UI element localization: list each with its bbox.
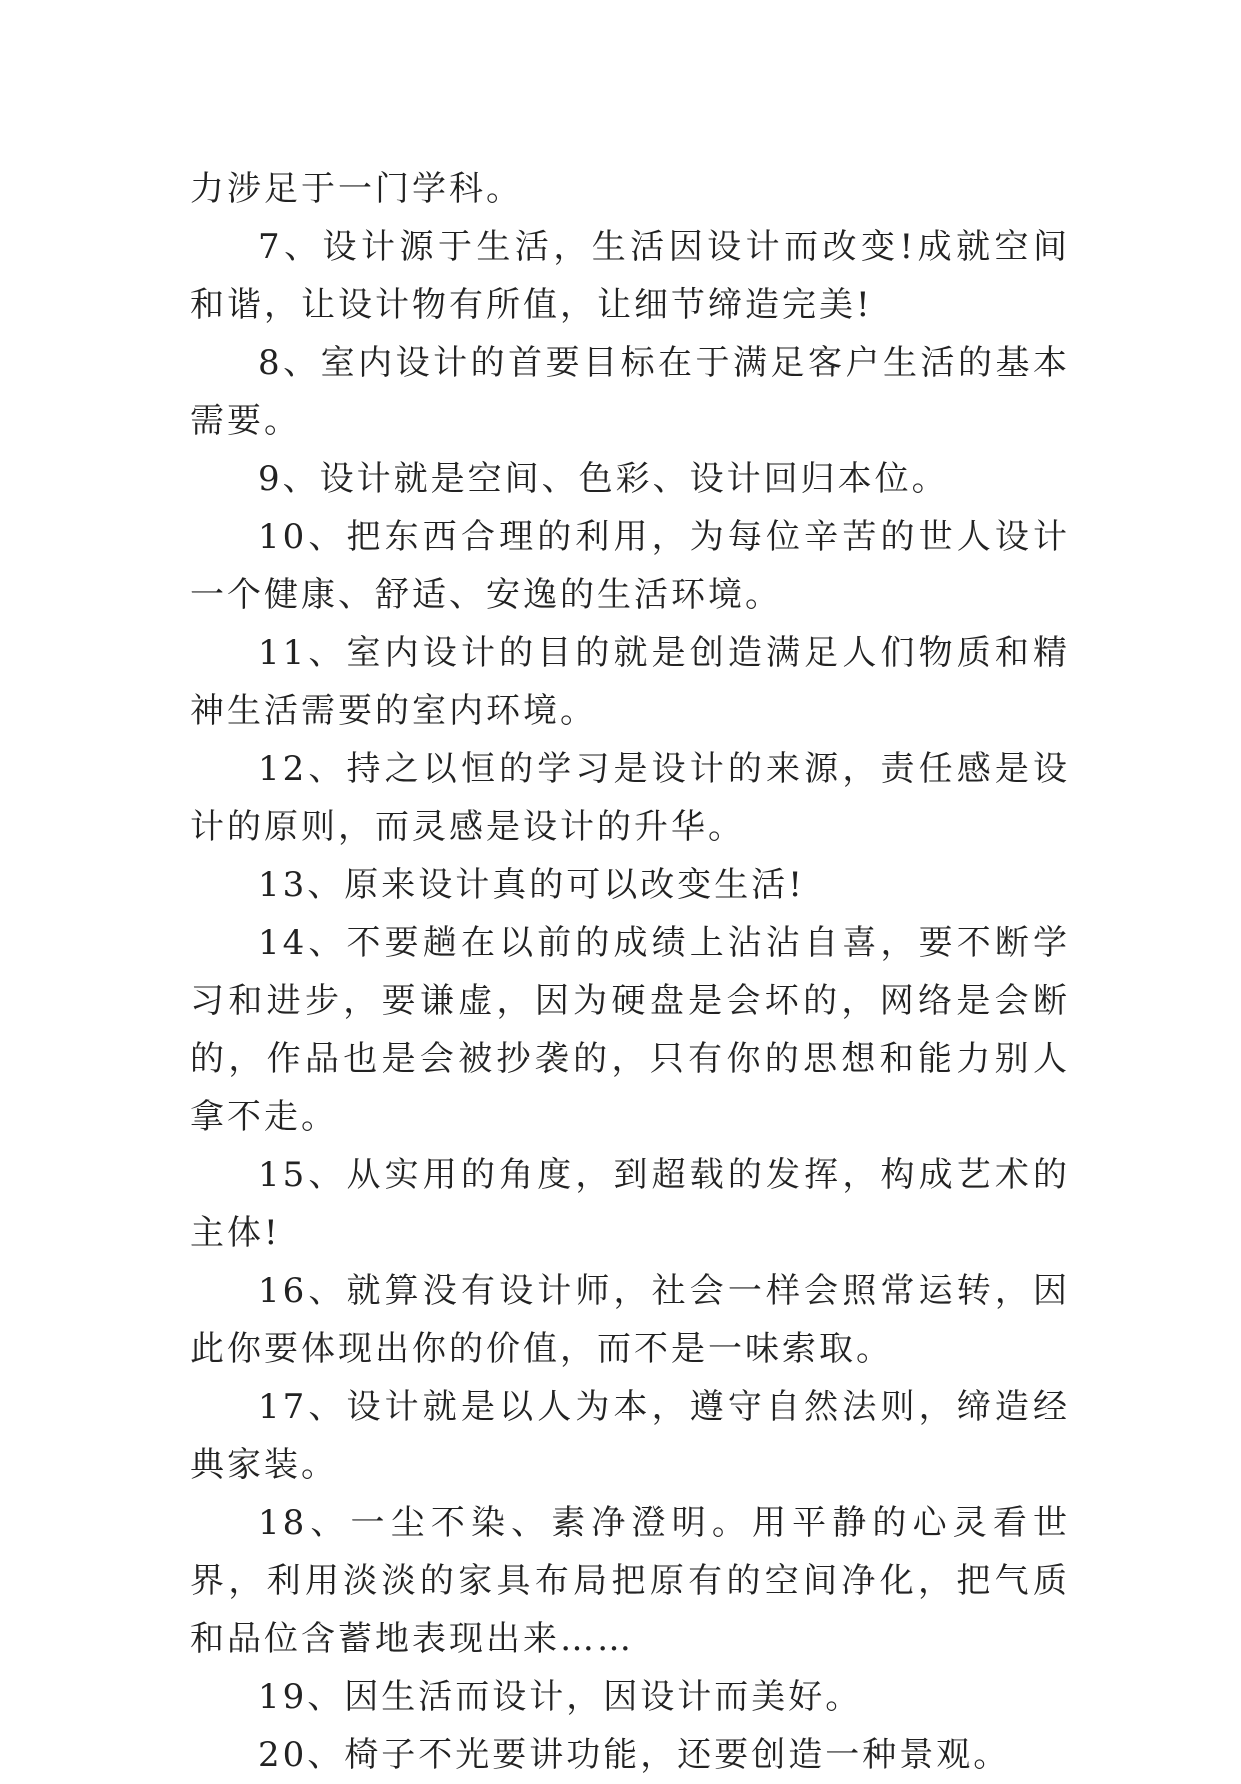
document-body (190, 160, 1070, 1784)
paragraph-item-11: 11、室内设计的目的就是创造满足人们物质和精神生活需要的室内环境。 (190, 633, 1070, 731)
paragraph-item-7: 7、设计源于生活，生活因设计而改变!成就空间和谐，让设计物有所值，让细节缔造完美! (190, 227, 1070, 325)
paragraph-item-10: 10、把东西合理的利用，为每位辛苦的世人设计一个健康、舒适、安逸的生活环境。 (190, 517, 1070, 615)
paragraph-item-16: 16、就算没有设计师，社会一样会照常运转，因此你要体现出你的价值，而不是一味索取。 (190, 1271, 1070, 1369)
paragraph-item-19: 19、因生活而设计，因设计而美好。 (258, 1677, 863, 1717)
paragraph-item-14: 14、不要趟在以前的成绩上沾沾自喜，要不断学习和进步，要谦虚，因为硬盘是会坏的，网络是会断的，作品也是会被抄袭的，只有你的思想和能力别人拿不走。 (190, 923, 1070, 1137)
paragraph-item-18: 18、一尘不染、素净澄明。用平静的心灵看世界，利用淡淡的家具布局把原有的空间净化，把气质和品位含蓄地表现出来…… (190, 1503, 1070, 1659)
paragraph-item-17: 17、设计就是以人为本，遵守自然法则，缔造经典家装。 (190, 1387, 1070, 1485)
paragraph-item-9: 9、设计就是空间、色彩、设计回归本位。 (258, 459, 949, 499)
paragraph-continuation: 力涉足于一门学科。 (190, 169, 523, 209)
paragraph-item-20: 20、椅子不光要讲功能，还要创造一种景观。 (258, 1735, 1011, 1775)
paragraph-item-12: 12、持之以恒的学习是设计的来源，责任感是设计的原则，而灵感是设计的升华。 (190, 749, 1070, 847)
paragraph-item-8: 8、室内设计的首要目标在于满足客户生活的基本需要。 (190, 343, 1070, 441)
paragraph-item-13: 13、原来设计真的可以改变生活! (258, 865, 805, 905)
paragraph-item-15: 15、从实用的角度，到超载的发挥，构成艺术的主体! (190, 1155, 1070, 1253)
